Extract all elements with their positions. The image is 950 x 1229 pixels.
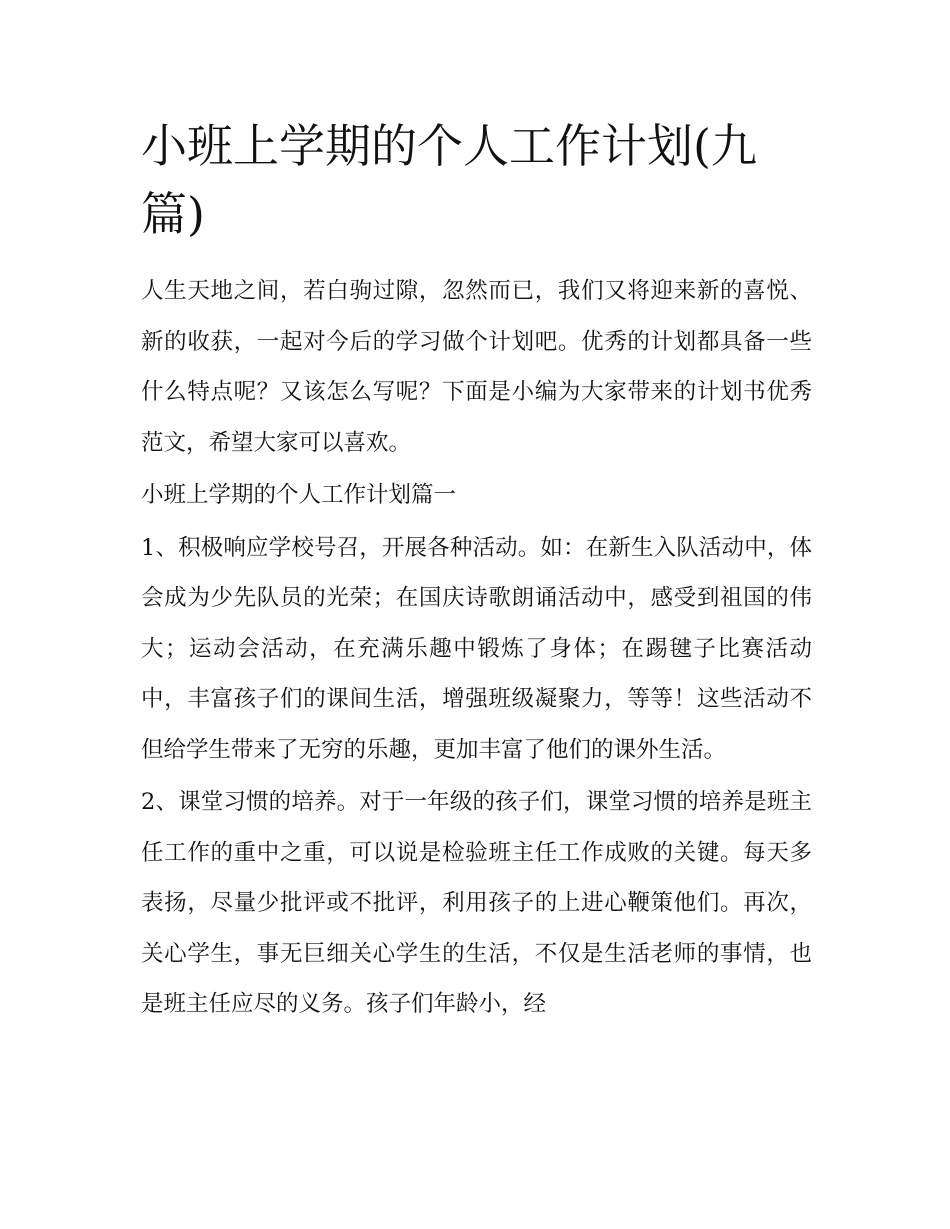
section-heading: 小班上学期的个人工作计划篇一 [141,482,457,508]
intro-paragraph: 人生天地之间，若白驹过隙，忽然而已，我们又将迎来新的喜悦、新的收获，一起对今后的学习做个计划吧。优秀的计划都具备一些什么特点呢？又该怎么写呢？下面是小编为大家带来的计划书优秀范文，希望大家可以喜欢。 [141,278,812,456]
body-paragraph-1: 1、积极响应学校号召，开展各种活动。如：在新生入队活动中，体会成为少先队员的光荣；在国庆诗歌朗诵活动中，感受到祖国的伟大；运动会活动，在充满乐趣中锻炼了身体；在踢毽子比赛活动中，丰富孩子们的课间生活，增强班级凝聚力，等等！这些活动不但给学生带来了无穷的乐趣，更加丰富了他们的课外生活。 [141,534,812,763]
document-title: 小班上学期的个人工作计划(九篇) [141,119,757,241]
body-paragraph-2: 2、课堂习惯的培养。对于一年级的孩子们，课堂习惯的培养是班主任工作的重中之重，可以说是检验班主任工作成败的关键。每天多表扬，尽量少批评或不批评，利用孩子的上进心鞭策他们。再次，关心学生，事无巨细关心学生的生活，不仅是生活老师的事情，也是班主任应尽的义务。孩子们年龄小，经 [141,789,812,1017]
